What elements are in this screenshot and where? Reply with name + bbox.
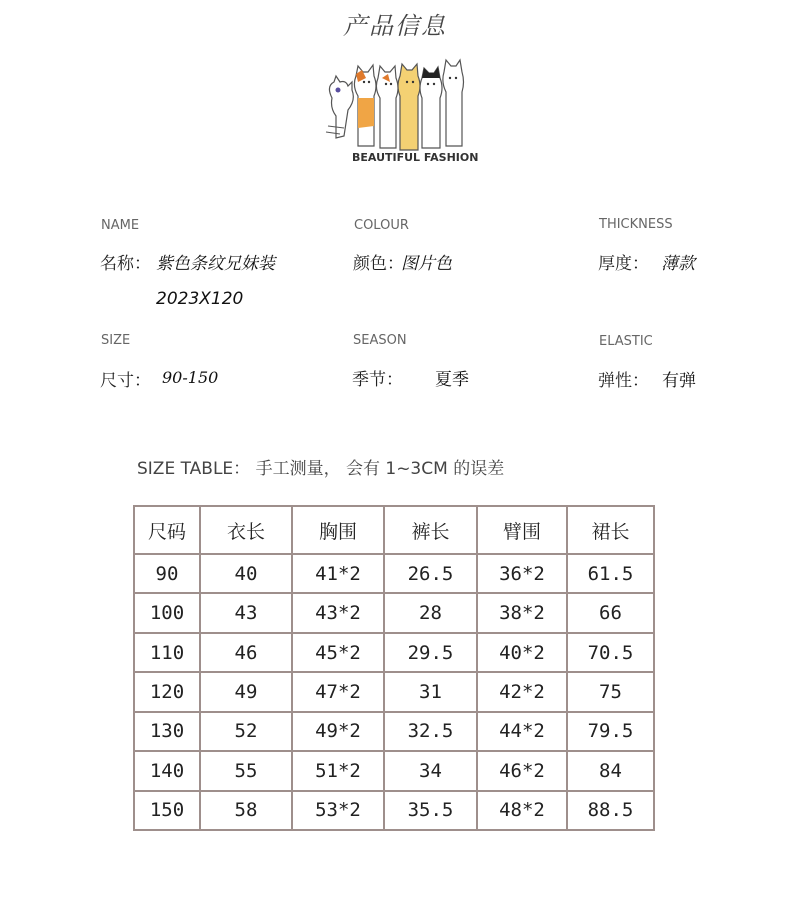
table-cell: 43*2 <box>292 593 384 632</box>
name-value-code: 2023X120 <box>156 289 244 309</box>
table-cell: 100 <box>134 593 200 632</box>
table-cell: 88.5 <box>567 791 654 830</box>
table-cell: 53*2 <box>292 791 384 830</box>
table-cell: 120 <box>134 672 200 711</box>
table-cell: 41*2 <box>292 554 384 593</box>
elastic-label: 弹性： <box>598 371 649 391</box>
size-table-title: SIZE TABLE： 手工测量， 会有 1~3CM 的误差 <box>137 459 505 479</box>
header-pants-length: 裤长 <box>384 506 477 554</box>
brand-text: BEAUTIFUL FASHION <box>352 151 479 164</box>
header-skirt-length: 裙长 <box>567 506 654 554</box>
size-table <box>133 505 655 831</box>
table-cell: 110 <box>134 633 200 672</box>
table-cell: 75 <box>567 672 654 711</box>
table-row <box>134 791 654 830</box>
table-cell: 46*2 <box>477 751 567 790</box>
table-cell: 79.5 <box>567 712 654 751</box>
table-cell: 90 <box>134 554 200 593</box>
header-arm: 臂围 <box>477 506 567 554</box>
table-cell: 150 <box>134 791 200 830</box>
colour-en-label: COLOUR <box>354 218 409 233</box>
size-table-header-row <box>134 506 654 554</box>
table-cell: 52 <box>200 712 292 751</box>
table-cell: 46 <box>200 633 292 672</box>
table-cell: 58 <box>200 791 292 830</box>
name-value: 紫色条纹兄妹装 <box>156 254 275 274</box>
elastic-value: 有弹 <box>662 371 696 391</box>
table-cell: 48*2 <box>477 791 567 830</box>
table-cell: 49 <box>200 672 292 711</box>
header-length: 衣长 <box>200 506 292 554</box>
table-cell: 55 <box>200 751 292 790</box>
season-value: 夏季 <box>435 370 469 390</box>
page-title: 产品信息 <box>343 12 447 40</box>
table-cell: 38*2 <box>477 593 567 632</box>
elastic-en-label: ELASTIC <box>599 334 653 349</box>
size-label: 尺寸： <box>100 371 151 391</box>
table-cell: 36*2 <box>477 554 567 593</box>
header-size: 尺码 <box>134 506 200 554</box>
size-value: 90-150 <box>162 368 219 387</box>
table-row <box>134 633 654 672</box>
header-chest: 胸围 <box>292 506 384 554</box>
table-cell: 66 <box>567 593 654 632</box>
table-cell: 84 <box>567 751 654 790</box>
season-label: 季节： <box>352 370 403 390</box>
table-row <box>134 712 654 751</box>
name-label: 名称： <box>100 254 151 274</box>
colour-value: 图片色 <box>401 254 452 274</box>
table-cell: 130 <box>134 712 200 751</box>
table-cell: 31 <box>384 672 477 711</box>
table-row <box>134 593 654 632</box>
table-cell: 140 <box>134 751 200 790</box>
season-en-label: SEASON <box>353 333 407 348</box>
table-cell: 44*2 <box>477 712 567 751</box>
size-en-label: SIZE <box>101 333 131 348</box>
table-cell: 49*2 <box>292 712 384 751</box>
table-cell: 61.5 <box>567 554 654 593</box>
table-cell: 34 <box>384 751 477 790</box>
colour-label: 颜色： <box>353 254 404 274</box>
thickness-en-label: THICKNESS <box>599 217 673 232</box>
name-en-label: NAME <box>101 218 140 233</box>
thickness-label: 厚度： <box>598 254 649 274</box>
table-cell: 32.5 <box>384 712 477 751</box>
thickness-value: 薄款 <box>661 254 695 274</box>
table-cell: 40*2 <box>477 633 567 672</box>
table-cell: 29.5 <box>384 633 477 672</box>
table-row <box>134 672 654 711</box>
table-row <box>134 554 654 593</box>
table-cell: 40 <box>200 554 292 593</box>
table-cell: 70.5 <box>567 633 654 672</box>
table-cell: 43 <box>200 593 292 632</box>
table-cell: 45*2 <box>292 633 384 672</box>
table-cell: 35.5 <box>384 791 477 830</box>
table-row <box>134 751 654 790</box>
table-cell: 26.5 <box>384 554 477 593</box>
table-cell: 47*2 <box>292 672 384 711</box>
table-cell: 51*2 <box>292 751 384 790</box>
table-cell: 42*2 <box>477 672 567 711</box>
table-cell: 28 <box>384 593 477 632</box>
